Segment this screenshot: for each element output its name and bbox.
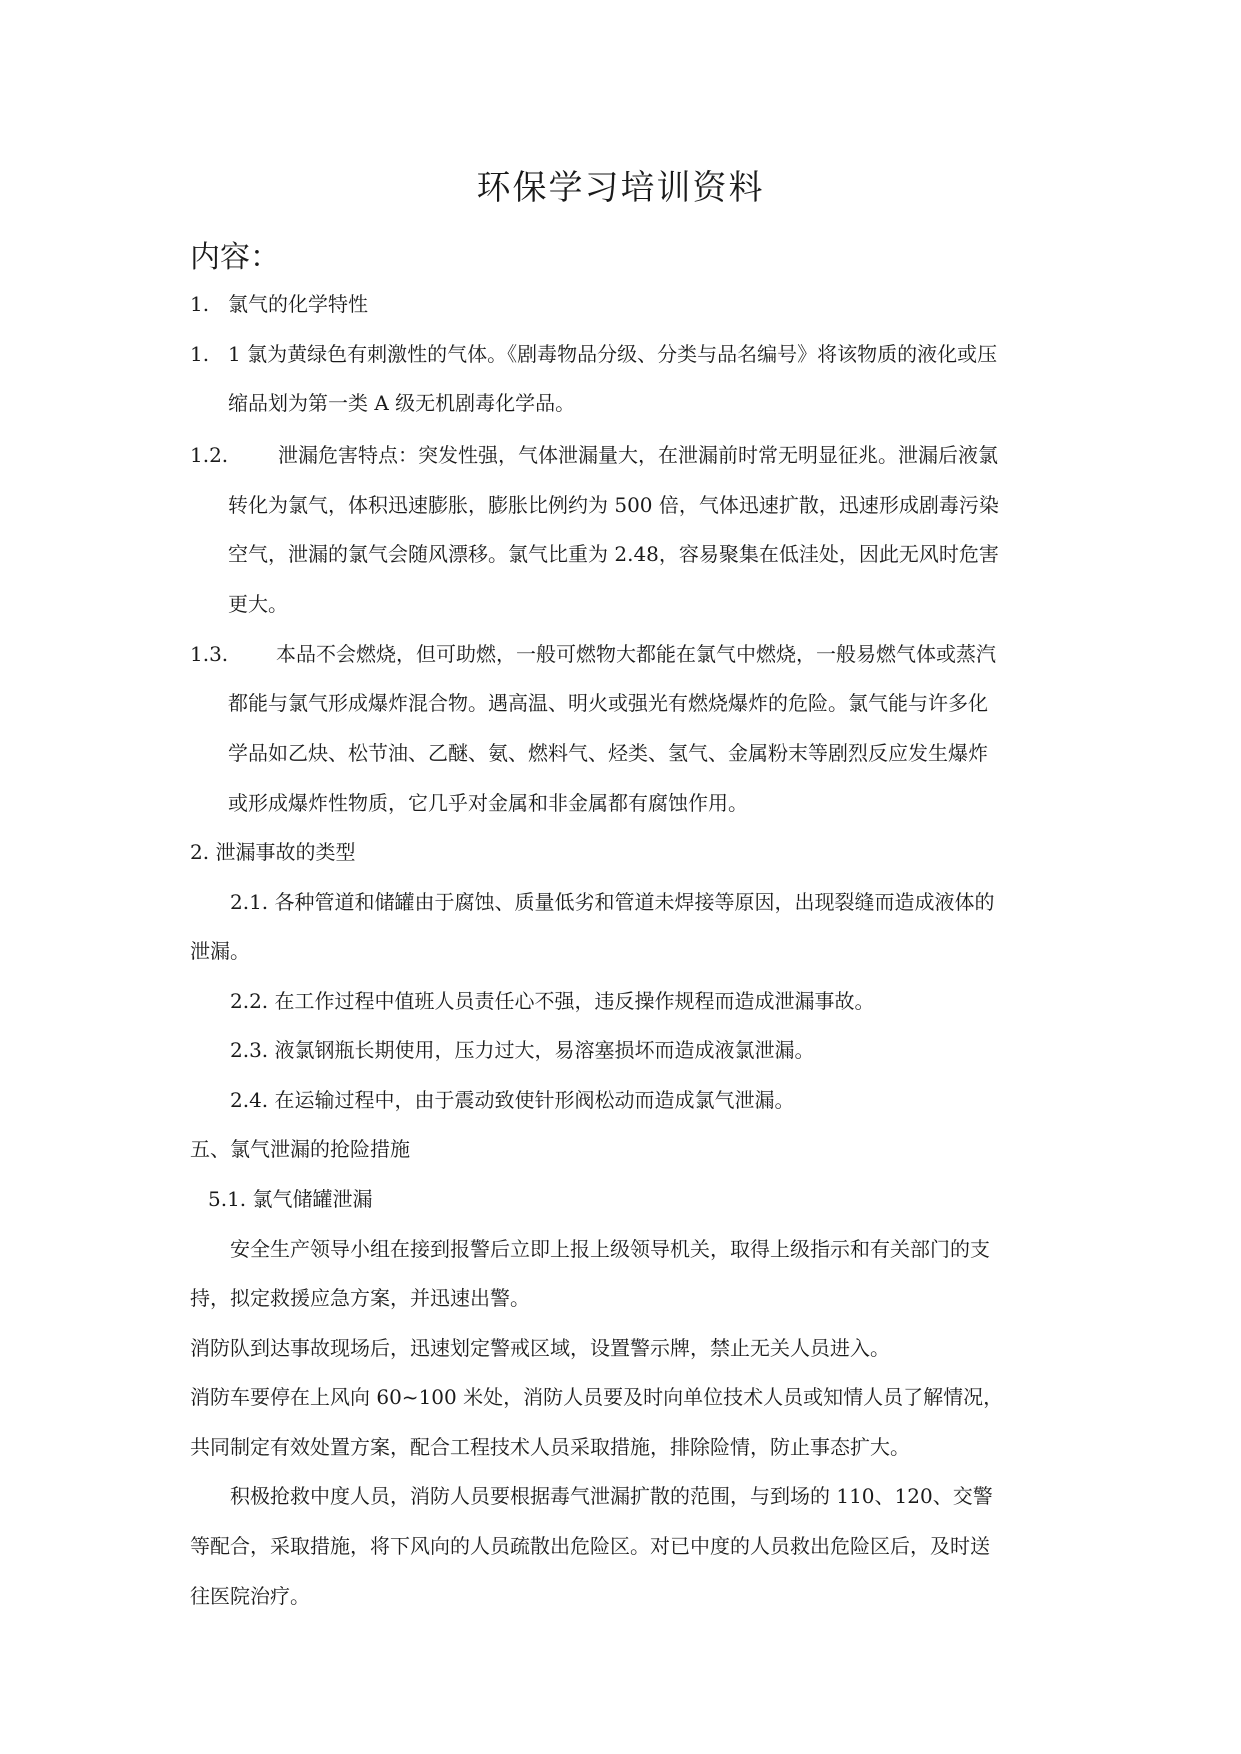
section-1-1-number: 1. [190,342,210,366]
paragraph-3-line-1: 消防车要停在上风向 60~100 米处，消防人员要及时向单位技术人员或知情人员了解情况， [190,1385,1004,1409]
section-1-1-text-line-1: 1 氯为黄绿色有刺激性的气体。《剧毒物品分级、分类与品名编号》将该物质的液化或压 [228,342,998,366]
paragraph-4-line-2: 等配合，采取措施，将下风向的人员疏散出危险区。对已中度的人员救出危险区后，及时送 [190,1534,990,1558]
section-2-1-text-line-2: 泄漏。 [190,939,250,963]
paragraph-2: 消防队到达事故现场后，迅速划定警戒区域，设置警示牌，禁止无关人员进入。 [190,1336,890,1360]
paragraph-4-line-1: 积极抢救中度人员，消防人员要根据毒气泄漏扩散的范围，与到场的 110、120、交警 [230,1484,993,1508]
section-1-2-line [190,441,998,469]
section-5-1-heading: 5.1. 氯气储罐泄漏 [208,1187,373,1211]
section-1-2-number: 1.2. [190,443,229,467]
section-1-2-text-line-2: 转化为氯气，体积迅速膨胀，膨胀比例约为 500 倍，气体迅速扩散，迅速形成剧毒污染 [228,493,999,517]
paragraph-3-line-2: 共同制定有效处置方案，配合工程技术人员采取措施，排除险情，防止事态扩大。 [190,1435,910,1459]
contents-heading: 内容： [190,240,280,275]
paragraph-1-line-2: 持，拟定救援应急方案，并迅速出警。 [190,1286,530,1310]
section-1-2-text-line-1: 泄漏危害特点：突发性强，气体泄漏量大，在泄漏前时常无明显征兆。泄漏后液氯 [278,443,998,467]
section-1-3-text-line-3: 学品如乙炔、松节油、乙醚、氨、燃料气、烃类、氢气、金属粉末等剧烈反应发生爆炸 [228,741,988,765]
section-1-number: 1. [190,292,210,316]
section-1-3-number: 1.3. [190,642,229,666]
section-1-3-text-line-1: 本品不会燃烧，但可助燃，一般可燃物大都能在氯气中燃烧，一般易燃气体或蒸汽 [276,642,996,666]
section-1-text: 氯气的化学特性 [228,292,368,316]
section-1-2-text-line-4: 更大。 [228,592,288,616]
section-2-1-text-line-1: 2.1. 各种管道和储罐由于腐蚀、质量低劣和管道未焊接等原因，出现裂缝而造成液体的 [230,890,995,914]
paragraph-1-line-1: 安全生产领导小组在接到报警后立即上报上级领导机关，取得上级指示和有关部门的支 [230,1237,990,1261]
section-5-heading: 五、氯气泄漏的抢险措施 [190,1137,410,1161]
section-2-3-text: 2.3. 液氯钢瓶长期使用，压力过大，易溶塞损坏而造成液氯泄漏。 [230,1038,815,1062]
section-1-1-line [190,340,997,368]
document-title: 环保学习培训资料 [476,168,765,208]
section-2-2-text: 2.2. 在工作过程中值班人员责任心不强，违反操作规程而造成泄漏事故。 [230,989,875,1013]
section-1-3-line [190,640,996,668]
section-1-line [190,290,368,318]
section-2-heading: 2. 泄漏事故的类型 [190,840,356,864]
section-1-3-text-line-2: 都能与氯气形成爆炸混合物。遇高温、明火或强光有燃烧爆炸的危险。氯气能与许多化 [228,691,988,715]
section-1-3-text-line-4: 或形成爆炸性物质，它几乎对金属和非金属都有腐蚀作用。 [228,791,748,815]
section-2-4-text: 2.4. 在运输过程中，由于震动致使针形阀松动而造成氯气泄漏。 [230,1088,795,1112]
paragraph-4-line-3: 往医院治疗。 [190,1584,310,1608]
section-1-1-text-line-2: 缩品划为第一类 A 级无机剧毒化学品。 [228,391,576,415]
section-1-2-text-line-3: 空气，泄漏的氯气会随风漂移。氯气比重为 2.48，容易聚集在低洼处，因此无风时危害 [228,542,999,566]
